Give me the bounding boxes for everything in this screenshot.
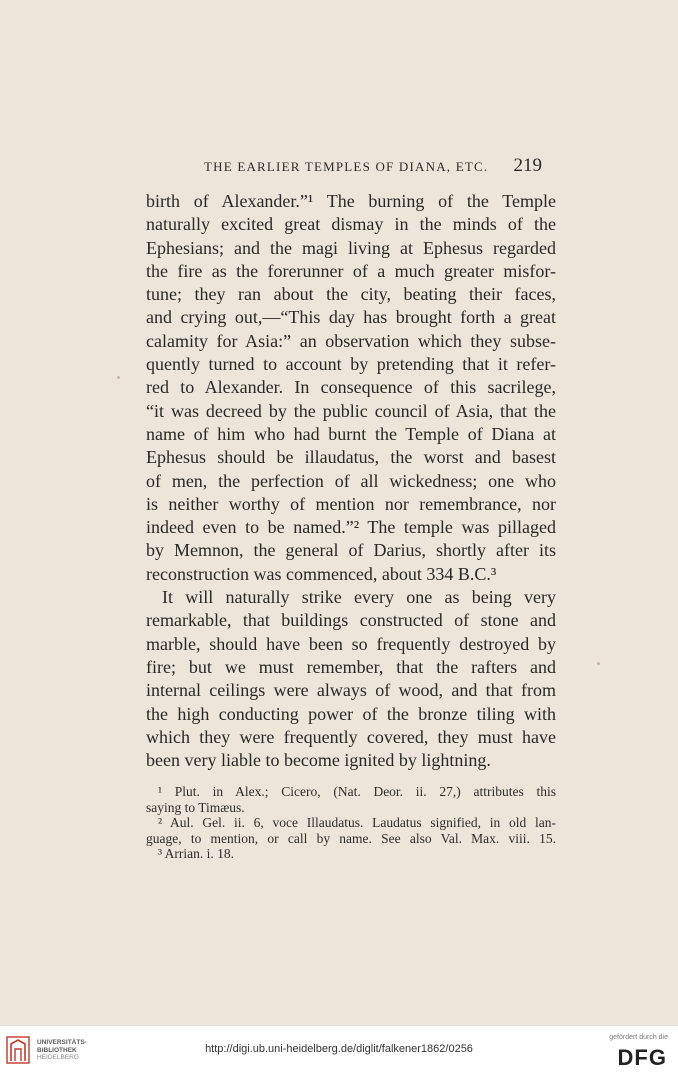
running-head: THE EARLIER TEMPLES OF DIANA, ETC. (204, 159, 489, 174)
funding-note: gefördert durch die (609, 1034, 668, 1041)
library-name-line: HEIDELBERG (37, 1054, 79, 1061)
text-line: is neither worthy of mention nor remembrance, nor (146, 493, 556, 514)
text-line: and crying out,—“This day has brought forth a great (146, 307, 556, 328)
dfg-logo[interactable]: DFG (617, 1045, 667, 1070)
text-line: the high conducting power of the bronze tiling with (146, 703, 556, 724)
permalink-url[interactable]: http://digi.ub.uni-heidelberg.de/diglit/falkener1862/0256 (205, 1043, 473, 1055)
text-line: quently turned to account by pretending that it refer- (146, 354, 556, 375)
footnote-line: ³ Arrian. i. 18. (158, 846, 235, 861)
text-line: of men, the perfection of all wickedness; one who (146, 470, 556, 491)
library-name-line: BIBLIOTHEK (37, 1046, 77, 1054)
body-text (146, 190, 556, 772)
text-line: been very liable to become ignited by lightning. (146, 750, 491, 771)
text-line: name of him who had burnt the Temple of Diana at (146, 423, 556, 444)
text-line: indeed even to be named.”² The temple was pillaged (146, 517, 556, 538)
paper-speck (597, 662, 600, 665)
page-header (146, 155, 556, 179)
text-line: calamity for Asia:” an observation which they subse- (146, 330, 556, 351)
text-line: fire; but we must remember, that the rafters and (146, 656, 556, 677)
text-line: naturally excited great dismay in the minds of the (146, 214, 556, 235)
text-line: birth of Alexander.”¹ The burning of the Temple (146, 191, 556, 211)
text-line: remarkable, that buildings constructed of stone and (146, 610, 556, 631)
paper-speck (117, 376, 120, 379)
text-line: reconstruction was commenced, about 334 B.C.³ (146, 563, 497, 584)
text-line: red to Alexander. In consequence of this sacrilege, (146, 377, 556, 398)
footnotes (146, 784, 556, 862)
text-line: Ephesus should be illaudatus, the worst and basest (146, 447, 556, 468)
text-line: “it was decreed by the public council of Asia, that the (146, 400, 556, 421)
viewer-footer (0, 1025, 678, 1075)
text-line: marble, should have been so frequently destroyed by (146, 633, 556, 654)
text-line: the fire as the forerunner of a much greater misfor- (146, 260, 556, 281)
text-line: by Memnon, the general of Darius, shortly after its (146, 540, 556, 561)
footnote-line: saying to Timæus. (146, 799, 245, 815)
footnote-line: ¹ Plut. in Alex.; Cicero, (Nat. Deor. ii. 27,) attributes this (158, 784, 556, 799)
text-line: It will naturally strike every one as being very (162, 587, 556, 608)
footnote-line: guage, to mention, or call by name. See also Val. Max. viii. 15. (146, 830, 556, 846)
text-line: tune; they ran about the city, beating their faces, (146, 284, 556, 305)
text-line: which they were frequently covered, they must have (146, 726, 556, 747)
library-name-line: UNIVERSITÄTS- (37, 1039, 87, 1046)
footnote-line: ² Aul. Gel. ii. 6, voce Illaudatus. Laudatus signified, in old lan- (158, 815, 556, 830)
text-line: internal ceilings were always of wood, and that from (146, 680, 556, 701)
page-number: 219 (513, 155, 542, 176)
text-line: Ephesians; and the magi living at Ephesus regarded (146, 237, 556, 258)
